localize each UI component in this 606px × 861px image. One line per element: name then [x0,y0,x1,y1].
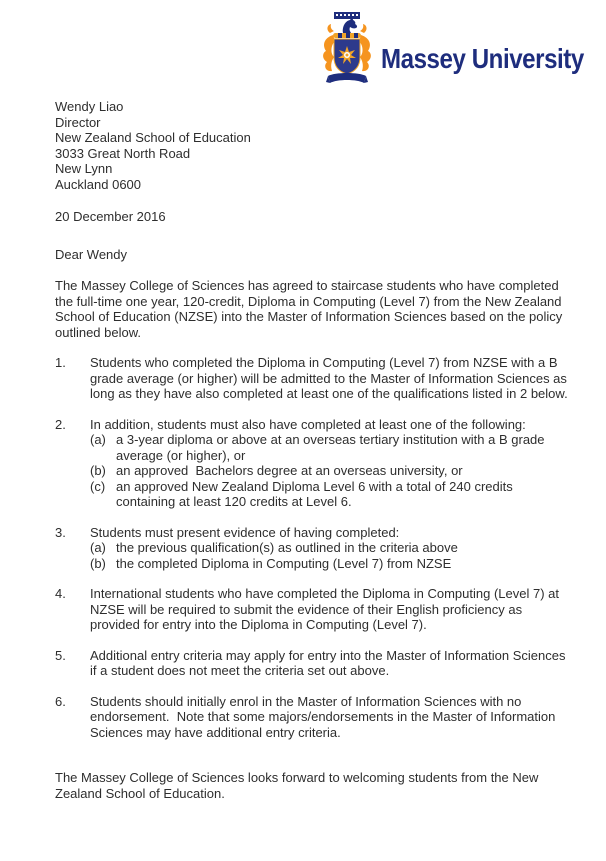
item-number: 3. [55,524,66,540]
subitem-text: an approved Bachelors degree at an overseas university, or [116,463,463,478]
subitem-2c [90,479,568,510]
intro-paragraph: The Massey College of Sciences has agreed to staircase students who have completed the full-time one year, 120-credit, Diploma in Computing (Level 7) from the New Zealand School of Education (NZSE) into the Master of Information Sciences based on the policy outlined below. [55,278,566,340]
subitem-label: (a) [90,432,106,447]
list-item-2 [55,417,568,510]
recipient-suburb: New Lynn [55,161,113,176]
subitem-label: (c) [90,478,106,494]
item-text: Additional entry criteria may apply for entry into the Master of Information Sciences if a student does not meet the criteria set out above. [90,647,570,678]
list-item-3 [55,525,568,572]
item-number: 5. [55,647,66,663]
salutation: Dear Wendy [55,246,128,262]
item-text: In addition, students must also have completed at least one of the following: [90,416,526,432]
list-item-4 [55,586,568,633]
recipient-title: Director [55,114,101,130]
subitem-text: the previous qualification(s) as outlined in the criteria above [116,540,458,555]
recipient-street: 3033 Great North Road [55,145,191,161]
item-text: Students should initially enrol in the Master of Information Sciences with no endorsement. Note that some majors/endorsements in the Master of Information Sciences may have additional entry criteria. [90,693,559,740]
subitem-text: a 3-year diploma or above at an overseas tertiary institution with a B grade average (or higher), or [116,432,549,463]
subitem-3a [90,540,568,556]
item-text: International students who have completed the Diploma in Computing (Level 7) at NZSE will be required to submit the evidence of their English proficiency as provided for entry into the Diploma in Computing (Level 7). [90,586,563,632]
subitem-text: the completed Diploma in Computing (Level 7) from NZSE [116,555,452,571]
item-number: 1. [55,355,66,370]
subitem-3b [90,556,568,572]
subitem-2b [90,463,568,479]
item-text: Students who completed the Diploma in Computing (Level 7) from NZSE with a B grade average (or higher) will be admitted to the Master of Information Sciences as long as they have also completed at least one of the qualifications listed in 2 below. [90,355,571,401]
list-item-1 [55,355,571,402]
letter-content [55,99,571,801]
item-number: 4. [55,586,66,601]
item-number: 6. [55,693,66,709]
subitem-label: (b) [90,555,106,571]
subitem-text: an approved New Zealand Diploma Level 6 with a total of 240 credits containing at least 120 credits at Level 6. [116,478,517,509]
recipient-organisation: New Zealand School of Education [55,130,251,145]
recipient-name: Wendy Liao [55,99,124,114]
subitem-2a [90,432,568,463]
closing-paragraph: The Massey College of Sciences looks forward to welcoming students from the New Zealand School of Education. [55,770,543,801]
item-text: Students must present evidence of having completed: [90,524,400,540]
subitem-label: (b) [90,463,106,478]
list-item-5 [55,648,568,679]
item-number: 2. [55,416,66,432]
massey-crest-icon [320,12,374,88]
subitem-label: (a) [90,540,106,555]
policy-list [55,355,571,740]
recipient-address [55,99,568,192]
massey-university-logo [320,12,606,88]
list-item-6 [55,694,568,741]
letter-date: 20 December 2016 [55,209,166,224]
brand-wordmark: Massey University [381,43,584,74]
recipient-city: Auckland 0600 [55,176,142,192]
